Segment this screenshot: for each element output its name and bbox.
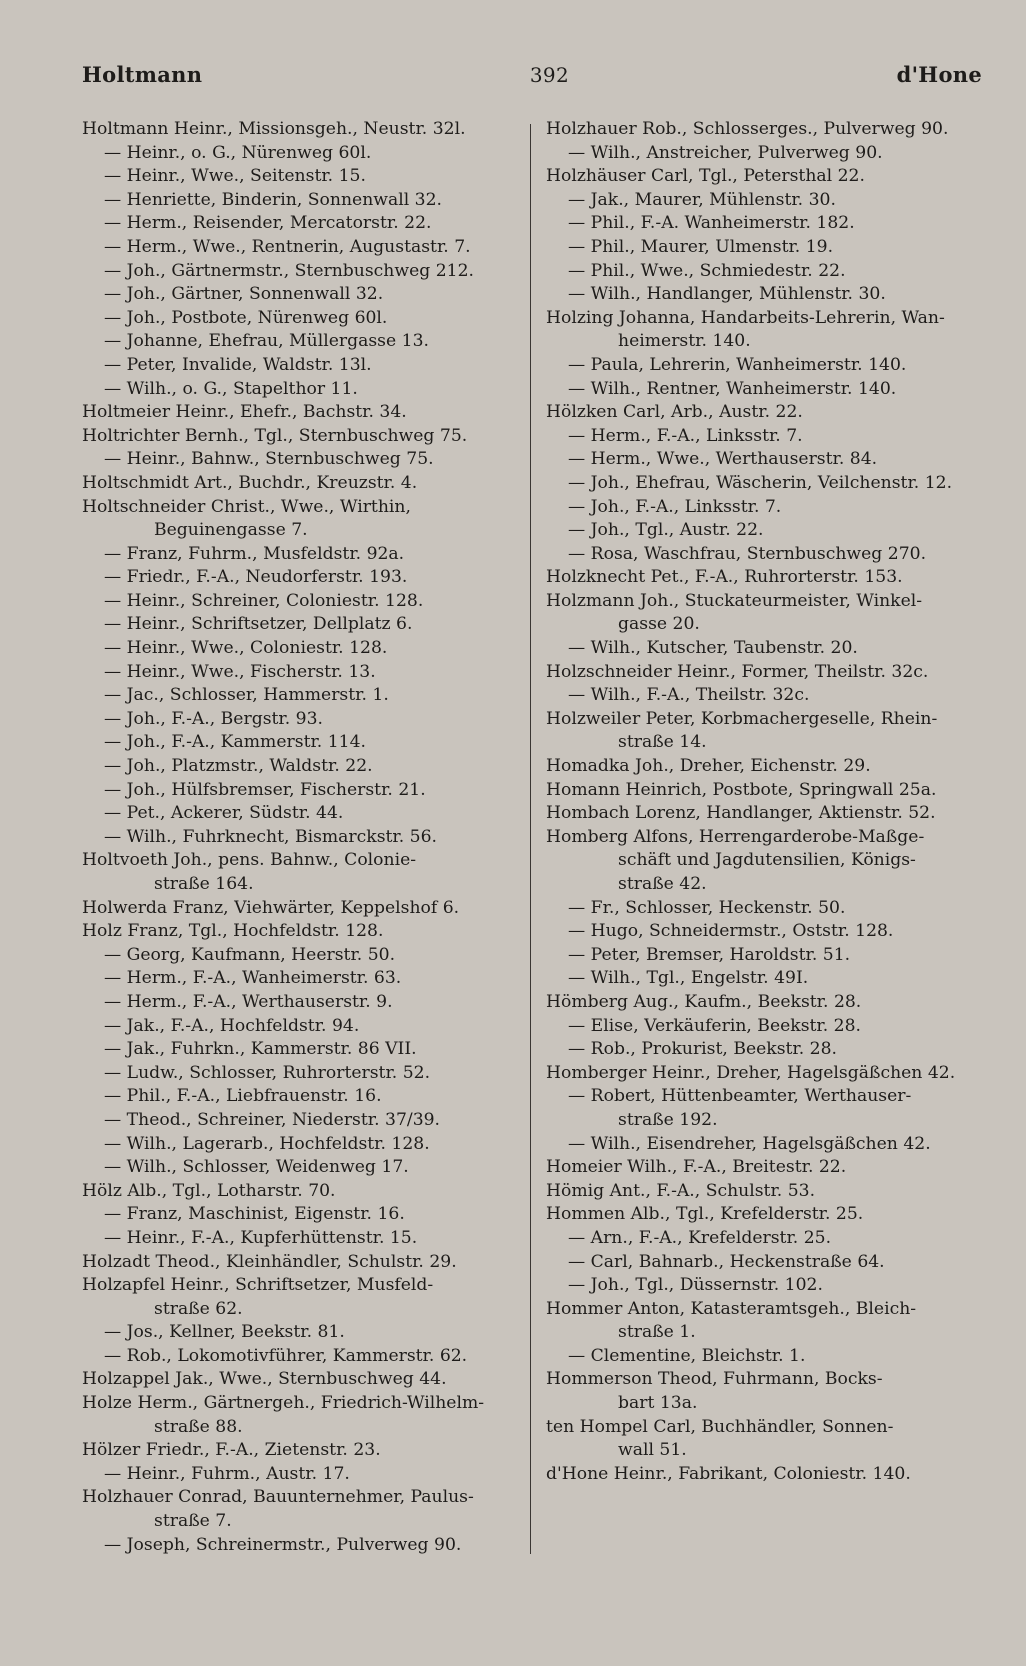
directory-entry: — Peter, Bremser, Haroldstr. 51.	[546, 944, 978, 968]
directory-entry: — Heinr., o. G., Nürenweg 60l.	[82, 142, 517, 166]
directory-entry: Holtvoeth Joh., pens. Bahnw., Colonie-	[82, 850, 417, 871]
directory-entry: Hommer Anton, Katasteramtsgeh., Bleich-	[546, 1298, 917, 1319]
directory-entry: — Phil., Maurer, Ulmenstr. 19.	[546, 236, 978, 260]
directory-entry: — Wilh., Rentner, Wanheimerstr. 140.	[546, 378, 978, 402]
directory-entry: — Herm., Reisender, Mercatorstr. 22.	[82, 212, 517, 236]
entry-continuation: straße 192.	[618, 1109, 718, 1130]
directory-entry: Holtschneider Christ., Wwe., Wirthin,	[82, 496, 411, 517]
directory-entry: — Wilh., Lagerarb., Hochfeldstr. 128.	[82, 1133, 517, 1157]
directory-entry: Homberg Alfons, Herrengarderobe-Maßge-	[546, 826, 925, 847]
directory-entry: — Elise, Verkäuferin, Beekstr. 28.	[546, 1015, 978, 1039]
directory-entry: Hömberg Aug., Kaufm., Beekstr. 28.	[546, 991, 862, 1012]
directory-entry: — Carl, Bahnarb., Heckenstraße 64.	[546, 1251, 978, 1275]
directory-entry: — Wilh., Tgl., Engelstr. 49I.	[546, 967, 978, 991]
directory-entry: — Pet., Ackerer, Südstr. 44.	[82, 802, 517, 826]
entry-continuation: straße 1.	[618, 1322, 696, 1343]
directory-entry: Hölz Alb., Tgl., Lotharstr. 70.	[82, 1180, 336, 1201]
directory-entry: — Wilh., Schlosser, Weidenweg 17.	[82, 1156, 517, 1180]
directory-entry: — Phil., F.-A., Liebfrauenstr. 16.	[82, 1085, 517, 1109]
directory-entry: Homann Heinrich, Postbote, Springwall 25a.	[546, 779, 937, 800]
directory-entry: — Wilh., o. G., Stapelthor 11.	[82, 378, 517, 402]
directory-entry: Holtschmidt Art., Buchdr., Kreuzstr. 4.	[82, 472, 418, 493]
directory-entry: — Joh., Tgl., Düssernstr. 102.	[546, 1274, 978, 1298]
directory-entry: Homadka Joh., Dreher, Eichenstr. 29.	[546, 756, 871, 777]
directory-entry: — Peter, Invalide, Waldstr. 13l.	[82, 354, 517, 378]
directory-entry: — Heinr., Wwe., Coloniestr. 128.	[82, 637, 517, 661]
directory-entry: — Rosa, Waschfrau, Sternbuschweg 270.	[546, 543, 978, 567]
directory-entry: — Fr., Schlosser, Heckenstr. 50.	[546, 897, 978, 921]
directory-entry: — Joh., Postbote, Nürenweg 60l.	[82, 307, 517, 331]
directory-entry: — Joh., F.-A., Linksstr. 7.	[546, 496, 978, 520]
entry-continuation: straße 88.	[154, 1416, 243, 1437]
entry-continuation: straße 42.	[618, 874, 707, 894]
directory-entry: Holzhauer Rob., Schlosserges., Pulverweg 90.	[546, 119, 949, 139]
directory-entry: — Georg, Kaufmann, Heerstr. 50.	[82, 944, 517, 968]
entry-continuation: straße 62.	[154, 1298, 243, 1319]
directory-entry: — Jac., Schlosser, Hammerstr. 1.	[82, 684, 517, 708]
directory-entry: — Herm., F.-A., Linksstr. 7.	[546, 425, 978, 449]
entry-continuation: schäft und Jagdutensilien, Königs-	[618, 850, 916, 871]
directory-entry: — Herm., F.-A., Werthauserstr. 9.	[82, 991, 517, 1015]
directory-entry: Holze Herm., Gärtnergeh., Friedrich-Wilhelm-	[82, 1393, 485, 1414]
directory-entry: — Joh., Ehefrau, Wäscherin, Veilchenstr. 12.	[546, 472, 978, 496]
directory-entry: — Friedr., F.-A., Neudorferstr. 193.	[82, 566, 517, 590]
directory-entry: Holzapfel Heinr., Schriftsetzer, Musfeld-	[82, 1275, 434, 1296]
left-column	[82, 118, 517, 1557]
directory-entry: — Wilh., Fuhrknecht, Bismarckstr. 56.	[82, 826, 517, 850]
directory-entry: Holzknecht Pet., F.-A., Ruhrorterstr. 153.	[546, 567, 903, 588]
directory-entry: Holzhauer Conrad, Bauunternehmer, Paulus-	[82, 1487, 474, 1508]
directory-entry: — Joh., Platzmstr., Waldstr. 22.	[82, 755, 517, 779]
directory-entry: — Joh., Hülfsbremser, Fischerstr. 21.	[82, 779, 517, 803]
column-divider	[530, 124, 531, 1554]
directory-entry: Hömig Ant., F.-A., Schulstr. 53.	[546, 1180, 816, 1201]
directory-entry: — Heinr., Wwe., Seitenstr. 15.	[82, 165, 517, 189]
directory-entry: Holtrichter Bernh., Tgl., Sternbuschweg 75.	[82, 425, 468, 446]
directory-entry: — Rob., Lokomotivführer, Kammerstr. 62.	[82, 1345, 517, 1369]
directory-entry: — Wilh., F.-A., Theilstr. 32c.	[546, 684, 978, 708]
directory-entry: — Wilh., Eisendreher, Hagelsgäßchen 42.	[546, 1133, 978, 1157]
entry-continuation: heimerstr. 140.	[618, 331, 751, 352]
running-head-right: d'Hone	[896, 62, 982, 87]
directory-entry: Holzweiler Peter, Korbmachergeselle, Rhein-	[546, 708, 938, 729]
directory-entry: — Rob., Prokurist, Beekstr. 28.	[546, 1038, 978, 1062]
directory-entry: — Hugo, Schneidermstr., Oststr. 128.	[546, 920, 978, 944]
directory-entry: Hommen Alb., Tgl., Krefelderstr. 25.	[546, 1204, 864, 1225]
entry-continuation: straße 14.	[618, 732, 707, 753]
directory-entry: Holwerda Franz, Viehwärter, Keppelshof 6.	[82, 897, 460, 918]
directory-entry: — Joh., Tgl., Austr. 22.	[546, 519, 978, 543]
directory-entry: — Heinr., Bahnw., Sternbuschweg 75.	[82, 448, 517, 472]
entry-continuation: straße 164.	[154, 874, 254, 894]
directory-entry: Holtmeier Heinr., Ehefr., Bachstr. 34.	[82, 402, 407, 423]
directory-entry: — Jos., Kellner, Beekstr. 81.	[82, 1321, 517, 1345]
directory-entry: — Wilh., Kutscher, Taubenstr. 20.	[546, 637, 978, 661]
directory-entry: Holzschneider Heinr., Former, Theilstr. 32c.	[546, 661, 929, 682]
directory-entry: — Joh., F.-A., Kammerstr. 114.	[82, 731, 517, 755]
directory-entry: — Heinr., F.-A., Kupferhüttenstr. 15.	[82, 1227, 517, 1251]
directory-entry: Hölzken Carl, Arb., Austr. 22.	[546, 402, 803, 423]
directory-entry: d'Hone Heinr., Fabrikant, Coloniestr. 140.	[546, 1463, 911, 1484]
directory-entry: — Heinr., Fuhrm., Austr. 17.	[82, 1463, 517, 1487]
entry-continuation: wall 51.	[618, 1440, 687, 1461]
directory-entry: — Ludw., Schlosser, Ruhrorterstr. 52.	[82, 1062, 517, 1086]
directory-entry: — Arn., F.-A., Krefelderstr. 25.	[546, 1227, 978, 1251]
directory-entry: — Clementine, Bleichstr. 1.	[546, 1345, 978, 1369]
directory-entry: Holtmann Heinr., Missionsgeh., Neustr. 32l.	[82, 119, 466, 139]
directory-entry: Holzappel Jak., Wwe., Sternbuschweg 44.	[82, 1369, 447, 1390]
columns	[82, 118, 982, 1557]
directory-entry: Holzmann Joh., Stuckateurmeister, Winkel-	[546, 590, 923, 611]
directory-entry: Homberger Heinr., Dreher, Hagelsgäßchen 42.	[546, 1062, 956, 1083]
directory-entry: — Heinr., Schreiner, Coloniestr. 128.	[82, 590, 517, 614]
directory-entry: — Joh., Gärtner, Sonnenwall 32.	[82, 283, 517, 307]
directory-entry: Hommerson Theod, Fuhrmann, Bocks-	[546, 1369, 883, 1390]
directory-entry: — Herm., Wwe., Rentnerin, Augustastr. 7.	[82, 236, 517, 260]
page-header	[82, 62, 982, 106]
page-number: 392	[529, 63, 569, 87]
directory-entry: — Heinr., Wwe., Fischerstr. 13.	[82, 661, 517, 685]
directory-entry: — Herm., F.-A., Wanheimerstr. 63.	[82, 967, 517, 991]
directory-entry: ten Hompel Carl, Buchhändler, Sonnen-	[546, 1416, 894, 1437]
directory-entry: Holzing Johanna, Handarbeits-Lehrerin, Wan-	[546, 307, 945, 328]
directory-entry: — Phil., Wwe., Schmiedestr. 22.	[546, 260, 978, 284]
directory-entry: — Franz, Fuhrm., Musfeldstr. 92a.	[82, 543, 517, 567]
directory-entry: — Joh., F.-A., Bergstr. 93.	[82, 708, 517, 732]
directory-entry: — Jak., F.-A., Hochfeldstr. 94.	[82, 1015, 517, 1039]
directory-entry: — Jak., Fuhrkn., Kammerstr. 86 VII.	[82, 1038, 517, 1062]
directory-entry: — Johanne, Ehefrau, Müllergasse 13.	[82, 330, 517, 354]
directory-entry: — Jak., Maurer, Mühlenstr. 30.	[546, 189, 978, 213]
entry-continuation: straße 7.	[154, 1511, 232, 1532]
directory-entry: — Theod., Schreiner, Niederstr. 37/39.	[82, 1109, 517, 1133]
directory-entry: — Henriette, Binderin, Sonnenwall 32.	[82, 189, 517, 213]
directory-entry: — Heinr., Schriftsetzer, Dellplatz 6.	[82, 613, 517, 637]
directory-entry: — Joseph, Schreinermstr., Pulverweg 90.	[82, 1534, 517, 1558]
directory-entry: Hombach Lorenz, Handlanger, Aktienstr. 52.	[546, 803, 936, 824]
entry-continuation: bart 13a.	[618, 1393, 698, 1414]
directory-entry: — Franz, Maschinist, Eigenstr. 16.	[82, 1203, 517, 1227]
entry-continuation: Beguinengasse 7.	[154, 520, 308, 541]
directory-entry: — Phil., F.-A. Wanheimerstr. 182.	[546, 212, 978, 236]
directory-entry: Holzadt Theod., Kleinhändler, Schulstr. 29.	[82, 1251, 457, 1272]
directory-entry: — Joh., Gärtnermstr., Sternbuschweg 212.	[82, 260, 517, 284]
running-head-left: Holtmann	[82, 62, 203, 87]
directory-entry: — Robert, Hüttenbeamter, Werthauser-	[546, 1085, 978, 1109]
directory-entry: Holz Franz, Tgl., Hochfeldstr. 128.	[82, 921, 384, 942]
entry-continuation: gasse 20.	[618, 614, 700, 635]
directory-entry: Hölzer Friedr., F.-A., Zietenstr. 23.	[82, 1440, 381, 1461]
directory-entry: — Paula, Lehrerin, Wanheimerstr. 140.	[546, 354, 978, 378]
directory-entry: Holzhäuser Carl, Tgl., Petersthal 22.	[546, 166, 865, 187]
right-column	[546, 118, 978, 1557]
directory-entry: — Wilh., Handlanger, Mühlenstr. 30.	[546, 283, 978, 307]
directory-entry: Homeier Wilh., F.-A., Breitestr. 22.	[546, 1157, 847, 1178]
directory-entry: — Wilh., Anstreicher, Pulverweg 90.	[546, 142, 978, 166]
directory-entry: — Herm., Wwe., Werthauserstr. 84.	[546, 448, 978, 472]
